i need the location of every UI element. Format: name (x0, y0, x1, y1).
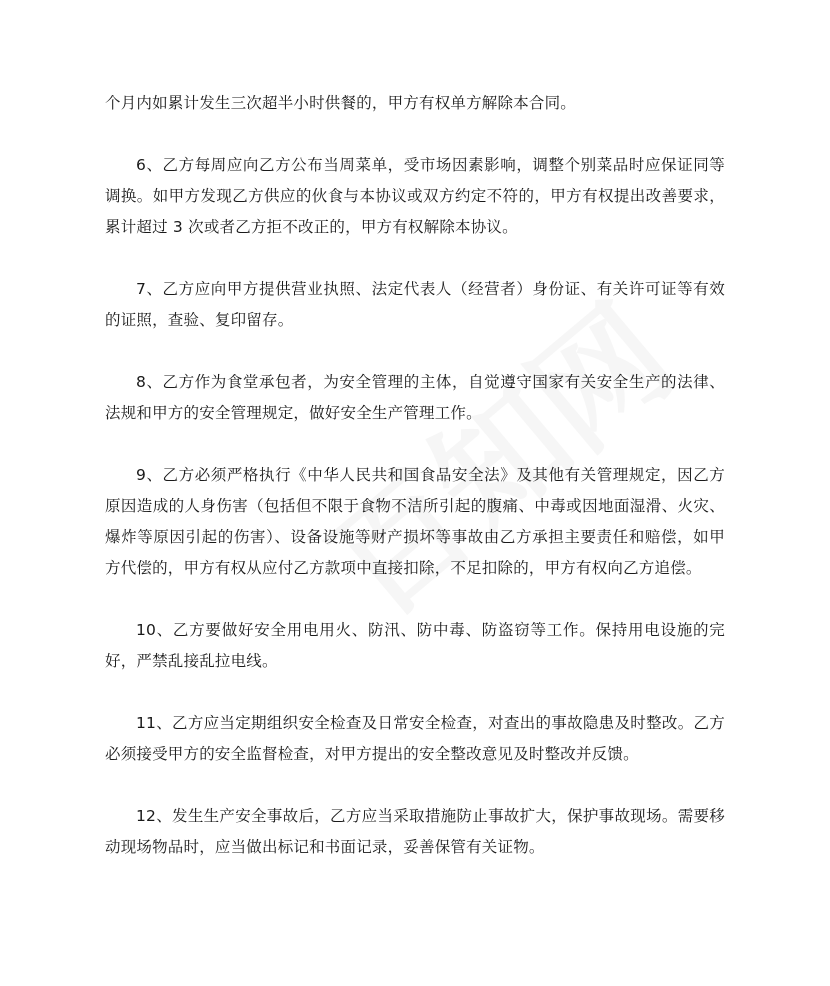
paragraph-gap (105, 429, 725, 460)
clause-6: 6、乙方每周应向乙方公布当周菜单，受市场因素影响，调整个别菜品时应保证同等调换。如甲方发现乙方供应的伙食与本协议或双方约定不符的，甲方有权提出改善要求，累计超过 3 次或者乙方拒不改正的，甲方有权解除本协议。 (105, 156, 725, 236)
clause-7: 7、乙方应向甲方提供营业执照、法定代表人（经营者）身份证、有关许可证等有效的证照，查验、复印留存。 (105, 280, 725, 329)
paragraph-gap (105, 336, 725, 367)
clause-11: 11、乙方应当定期组织安全检查及日常安全检查，对查出的事故隐患及时整改。乙方必须接受甲方的安全监督检查，对甲方提出的安全整改意见及时整改并反馈。 (105, 714, 725, 763)
paragraph-gap (105, 584, 725, 615)
clause-8: 8、乙方作为食堂承包者，为安全管理的主体，自觉遵守国家有关安全生产的法律、法规和甲方的安全管理规定，做好安全生产管理工作。 (105, 373, 725, 422)
paragraph-continuation: 个月内如累计发生三次超半小时供餐的，甲方有权单方解除本合同。 (105, 94, 577, 112)
paragraph-gap (105, 243, 725, 274)
paragraph-gap (105, 677, 725, 708)
clause-12: 12、发生生产安全事故后，乙方应当采取措施防止事故扩大，保护事故现场。需要移动现场物品时，应当做出标记和书面记录，妥善保管有关证物。 (105, 807, 725, 856)
document-body (105, 88, 725, 863)
paragraph-gap (105, 770, 725, 801)
clause-9: 9、乙方必须严格执行《中华人民共和国食品安全法》及其他有关管理规定，因乙方原因造成的人身伤害（包括但不限于食物不洁所引起的腹痛、中毒或因地面湿滑、火灾、爆炸等原因引起的伤害）、设备设施等财产损坏等事故由乙方承担主要责任和赔偿，如甲方代偿的，甲方有权从应付乙方款项中直接扣除，不足扣除的，甲方有权向乙方追偿。 (105, 466, 725, 577)
clause-10: 10、乙方要做好安全用电用火、防汛、防中毒、防盗窃等工作。保持用电设施的完好，严禁乱接乱拉电线。 (105, 621, 725, 670)
paragraph-gap (105, 119, 725, 150)
